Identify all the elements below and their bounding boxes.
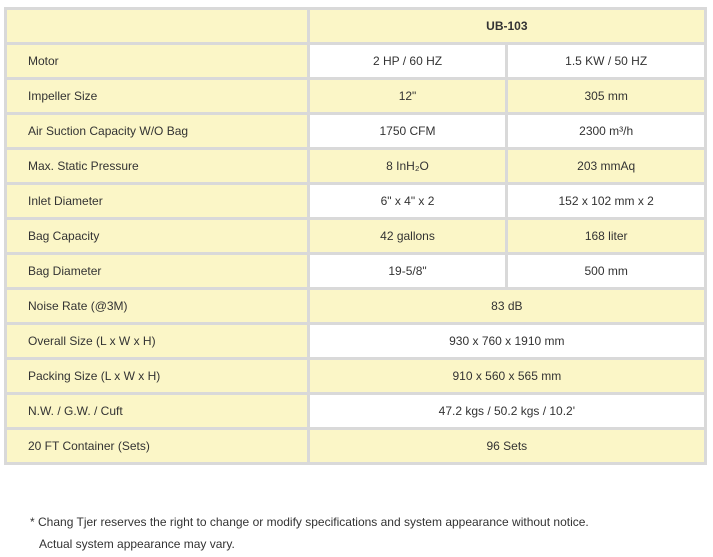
row-label: Bag Diameter	[7, 255, 307, 287]
row-label: Air Suction Capacity W/O Bag	[7, 115, 307, 147]
row-bag-diameter	[7, 255, 704, 287]
header-row	[7, 10, 704, 42]
row-value-imperial: 12"	[310, 80, 506, 112]
row-value: 83 dB	[310, 290, 704, 322]
row-value: 930 x 760 x 1910 mm	[310, 325, 704, 357]
row-value-imperial: 42 gallons	[310, 220, 506, 252]
row-label: Inlet Diameter	[7, 185, 307, 217]
row-value-metric: 203 mmAq	[508, 150, 704, 182]
footnote-disclaimer: * Chang Tjer reserves the right to change or modify specifications and system appearance without notice.	[30, 515, 589, 529]
row-label: N.W. / G.W. / Cuft	[7, 395, 307, 427]
row-value-imperial: 8 InH₂O	[310, 150, 506, 182]
row-value-metric: 152 x 102 mm x 2	[508, 185, 704, 217]
row-value-imperial: 19-5/8"	[310, 255, 506, 287]
row-packing-size	[7, 360, 704, 392]
row-label: 20 FT Container (Sets)	[7, 430, 307, 462]
row-value-metric: 1.5 KW / 50 HZ	[508, 45, 704, 77]
header-empty-cell	[7, 10, 307, 42]
spec-table	[4, 7, 707, 465]
row-motor	[7, 45, 704, 77]
row-label: Impeller Size	[7, 80, 307, 112]
row-value-metric: 168 liter	[508, 220, 704, 252]
row-value-imperial: 1750 CFM	[310, 115, 506, 147]
row-air-suction	[7, 115, 704, 147]
row-inlet-diameter	[7, 185, 704, 217]
row-label: Overall Size (L x W x H)	[7, 325, 307, 357]
footnotes	[30, 511, 589, 555]
row-weight-cuft	[7, 395, 704, 427]
row-value-metric: 305 mm	[508, 80, 704, 112]
row-impeller-size	[7, 80, 704, 112]
row-overall-size	[7, 325, 704, 357]
row-label: Bag Capacity	[7, 220, 307, 252]
row-static-pressure	[7, 150, 704, 182]
row-value: 96 Sets	[310, 430, 704, 462]
row-value: 910 x 560 x 565 mm	[310, 360, 704, 392]
row-value: 47.2 kgs / 50.2 kgs / 10.2'	[310, 395, 704, 427]
row-value-metric: 2300 m³/h	[508, 115, 704, 147]
model-header: UB-103	[310, 10, 704, 42]
row-value-imperial: 2 HP / 60 HZ	[310, 45, 506, 77]
row-label: Noise Rate (@3M)	[7, 290, 307, 322]
row-label: Motor	[7, 45, 307, 77]
row-value-imperial: 6" x 4" x 2	[310, 185, 506, 217]
footnote-appearance: Actual system appearance may vary.	[39, 537, 235, 551]
row-noise-rate	[7, 290, 704, 322]
row-label: Max. Static Pressure	[7, 150, 307, 182]
row-label: Packing Size (L x W x H)	[7, 360, 307, 392]
row-value-metric: 500 mm	[508, 255, 704, 287]
row-bag-capacity	[7, 220, 704, 252]
row-container	[7, 430, 704, 462]
